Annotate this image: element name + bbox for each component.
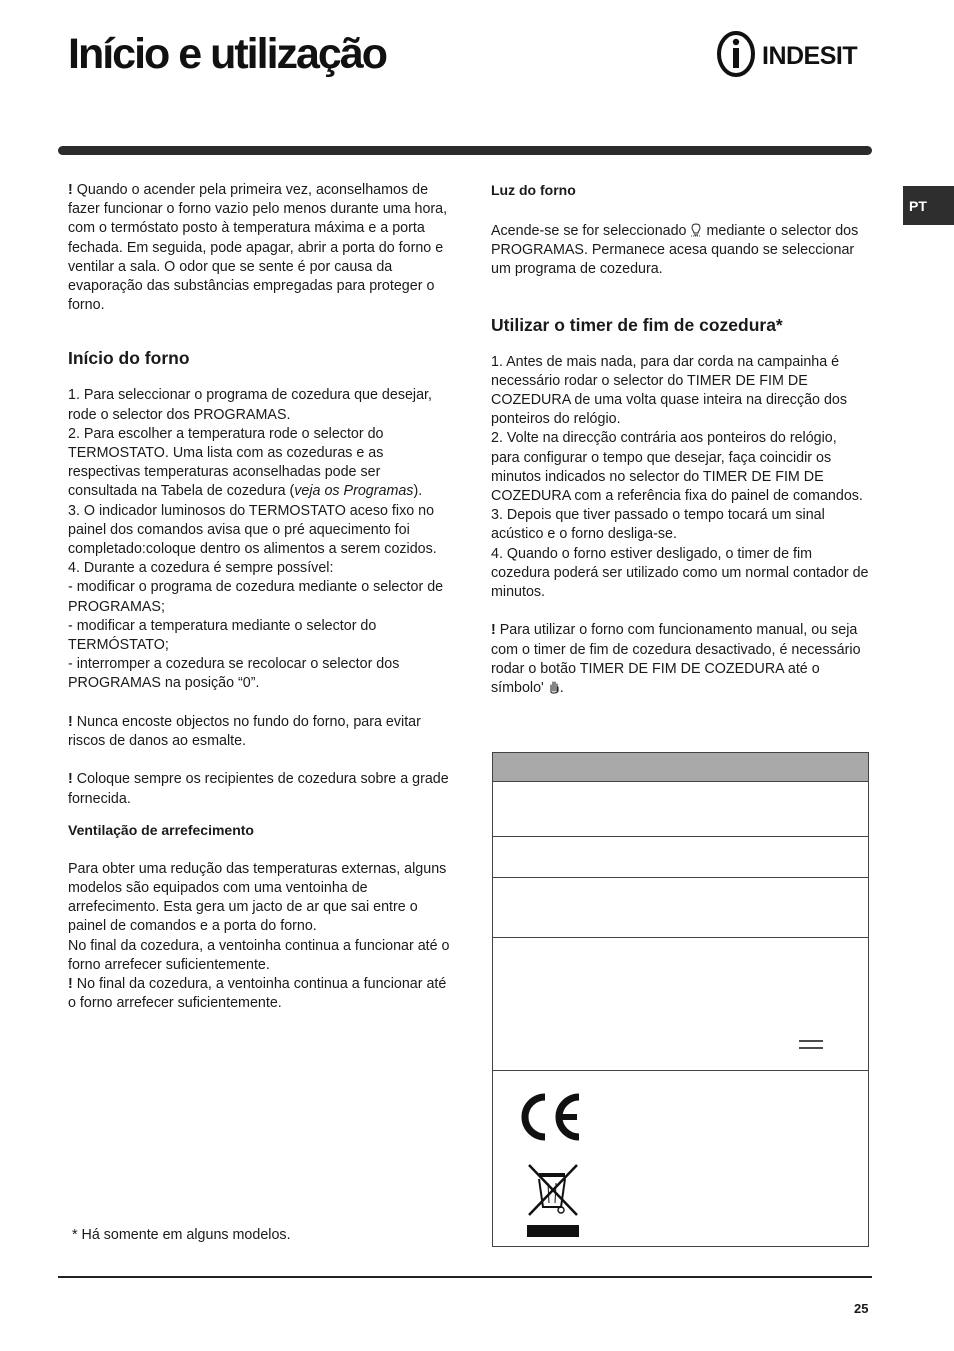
warning-mark: ! [68,771,73,788]
start-step-4a: - modificar o programa de cozedura mediante o selector de PROGRAMAS; [68,579,444,615]
table-row-divider [493,877,868,878]
table-row-divider [493,937,868,938]
indesit-logo [716,30,876,78]
page-number: 25 [854,1301,869,1316]
start-step-3: 3. O indicador luminosos do TERMOSTATO aceso fixo no painel dos comandos avisa que o pré aquecimento foi completado:coloque dentro os alimentos a serem cozidos. [68,502,437,558]
warning-mark: ! [68,713,73,730]
footnote: * Há somente em alguns modelos. [72,1227,291,1243]
table-header [493,753,868,782]
warning-enamel: ! Nunca encoste objectos no fundo do forno, para evitar riscos de danos ao esmalte. [68,713,421,750]
timer-step-1: 1. Antes de mais nada, para dar corda na campainha é necessário rodar o selector do TIMER DE FIM DE COZEDURA de uma volta quase inteira na direcção dos ponteiros do relógio. [491,353,848,428]
light-paragraph: Acende-se se for seleccionado mediante o selector dos PROGRAMAS. Permanece acesa quando se seleccionar um programa de cozedura. [491,223,859,278]
start-step-4b: - modificar a temperatura mediante o selector do TERMÓSTATO; [68,617,377,654]
section-heading-ventilation: Ventilação de arrefecimento [68,821,254,838]
table-row-divider [493,1070,868,1071]
technical-data-table [492,752,869,1247]
warning-mark: ! [491,622,496,639]
warning-grid: ! Coloque sempre os recipientes de cozedura sobre a grade fornecida. [68,771,449,807]
warning-mark: ! [68,182,73,198]
section-heading-start: Início do forno [68,348,190,369]
crossed-bin-icon [527,1163,581,1239]
brand-wordmark: INDESIT [762,42,858,70]
ventilation-warning: ! No final da cozedura, a ventoinha continua a funcionar até o forno arrefecer suficientemente. [68,976,447,1012]
start-step-1: 1. Para seleccionar o programa de cozedura que desejar, rode o selector dos PROGRAMAS. [68,387,432,423]
warning-mark: ! [68,976,73,993]
ventilation-paragraph: Para obter uma redução das temperaturas externas, alguns modelos são equipados com uma ventoinha de arrefecimento. Esta gera um jacto de ar que sai entre o painel de comandos e a porta do forno. [68,860,447,935]
hand-icon [548,680,560,694]
start-step-4c: - interromper a cozedura se recolocar o selector dos PROGRAMAS na posição “0”. [68,656,400,692]
language-tab: PT [903,186,954,225]
timer-step-2: 2. Volte na direcção contrária aos ponteiros do relógio, para configurar o tempo que desejar, faça coincidir os minutos indicados no selector do TIMER DE FIM DE COZEDURA com a referência fixa do painel de comandos. [491,430,863,505]
bottom-divider [58,1276,872,1278]
ventilation-paragraph-2: No final da cozedura, a ventoinha continua a funcionar até o forno arrefecer suficientemente. [68,937,450,973]
table-row-divider [493,836,868,837]
timer-step-4: 4. Quando o forno estiver desligado, o timer de fim cozedura poderá ser utilizado como um normal contador de minutos. [491,545,869,601]
start-step-2: 2. Para escolher a temperatura rode o selector do TERMOSTATO. Uma lista com as cozeduras e as respectivas temperaturas aconselhadas pode ser consultada na Tabela de cozedura (veja os Programas). [68,425,423,500]
manual-mode-warning: ! Para utilizar o forno com funcionamento manual, ou seja com o timer de fim de cozedura desactivado, é necessário rodar o botão TIMER DE FIM DE COZEDURA até o símbolo' . [491,622,861,697]
page-title: Início e utilização [68,30,387,78]
lamp-icon [690,223,702,237]
ce-mark-icon [517,1091,585,1143]
top-divider [58,146,872,155]
left-column [68,181,450,1013]
equals-sign-icon [799,1040,823,1050]
intro-paragraph: ! Quando o acender pela primeira vez, aconselhamos de fazer funcionar o forno vazio pelo menos durante uma hora, com o termóstato posto à temperatura máxima e a porta fechada. Em seguida, pode apagar, abrir a porta do forno e ventilar a sala. O odor que se sente é por causa da evaporação das substâncias empregadas para proteger o forno. [68,182,448,314]
start-step-4: 4. Durante a cozedura é sempre possível: [68,560,334,577]
timer-step-3: 3. Depois que tiver passado o tempo tocará um sinal acústico e o forno desliga-se. [491,507,825,543]
right-column [491,181,869,698]
section-heading-timer: Utilizar o timer de fim de cozedura* [491,314,783,335]
section-heading-light: Luz do forno [491,182,576,198]
